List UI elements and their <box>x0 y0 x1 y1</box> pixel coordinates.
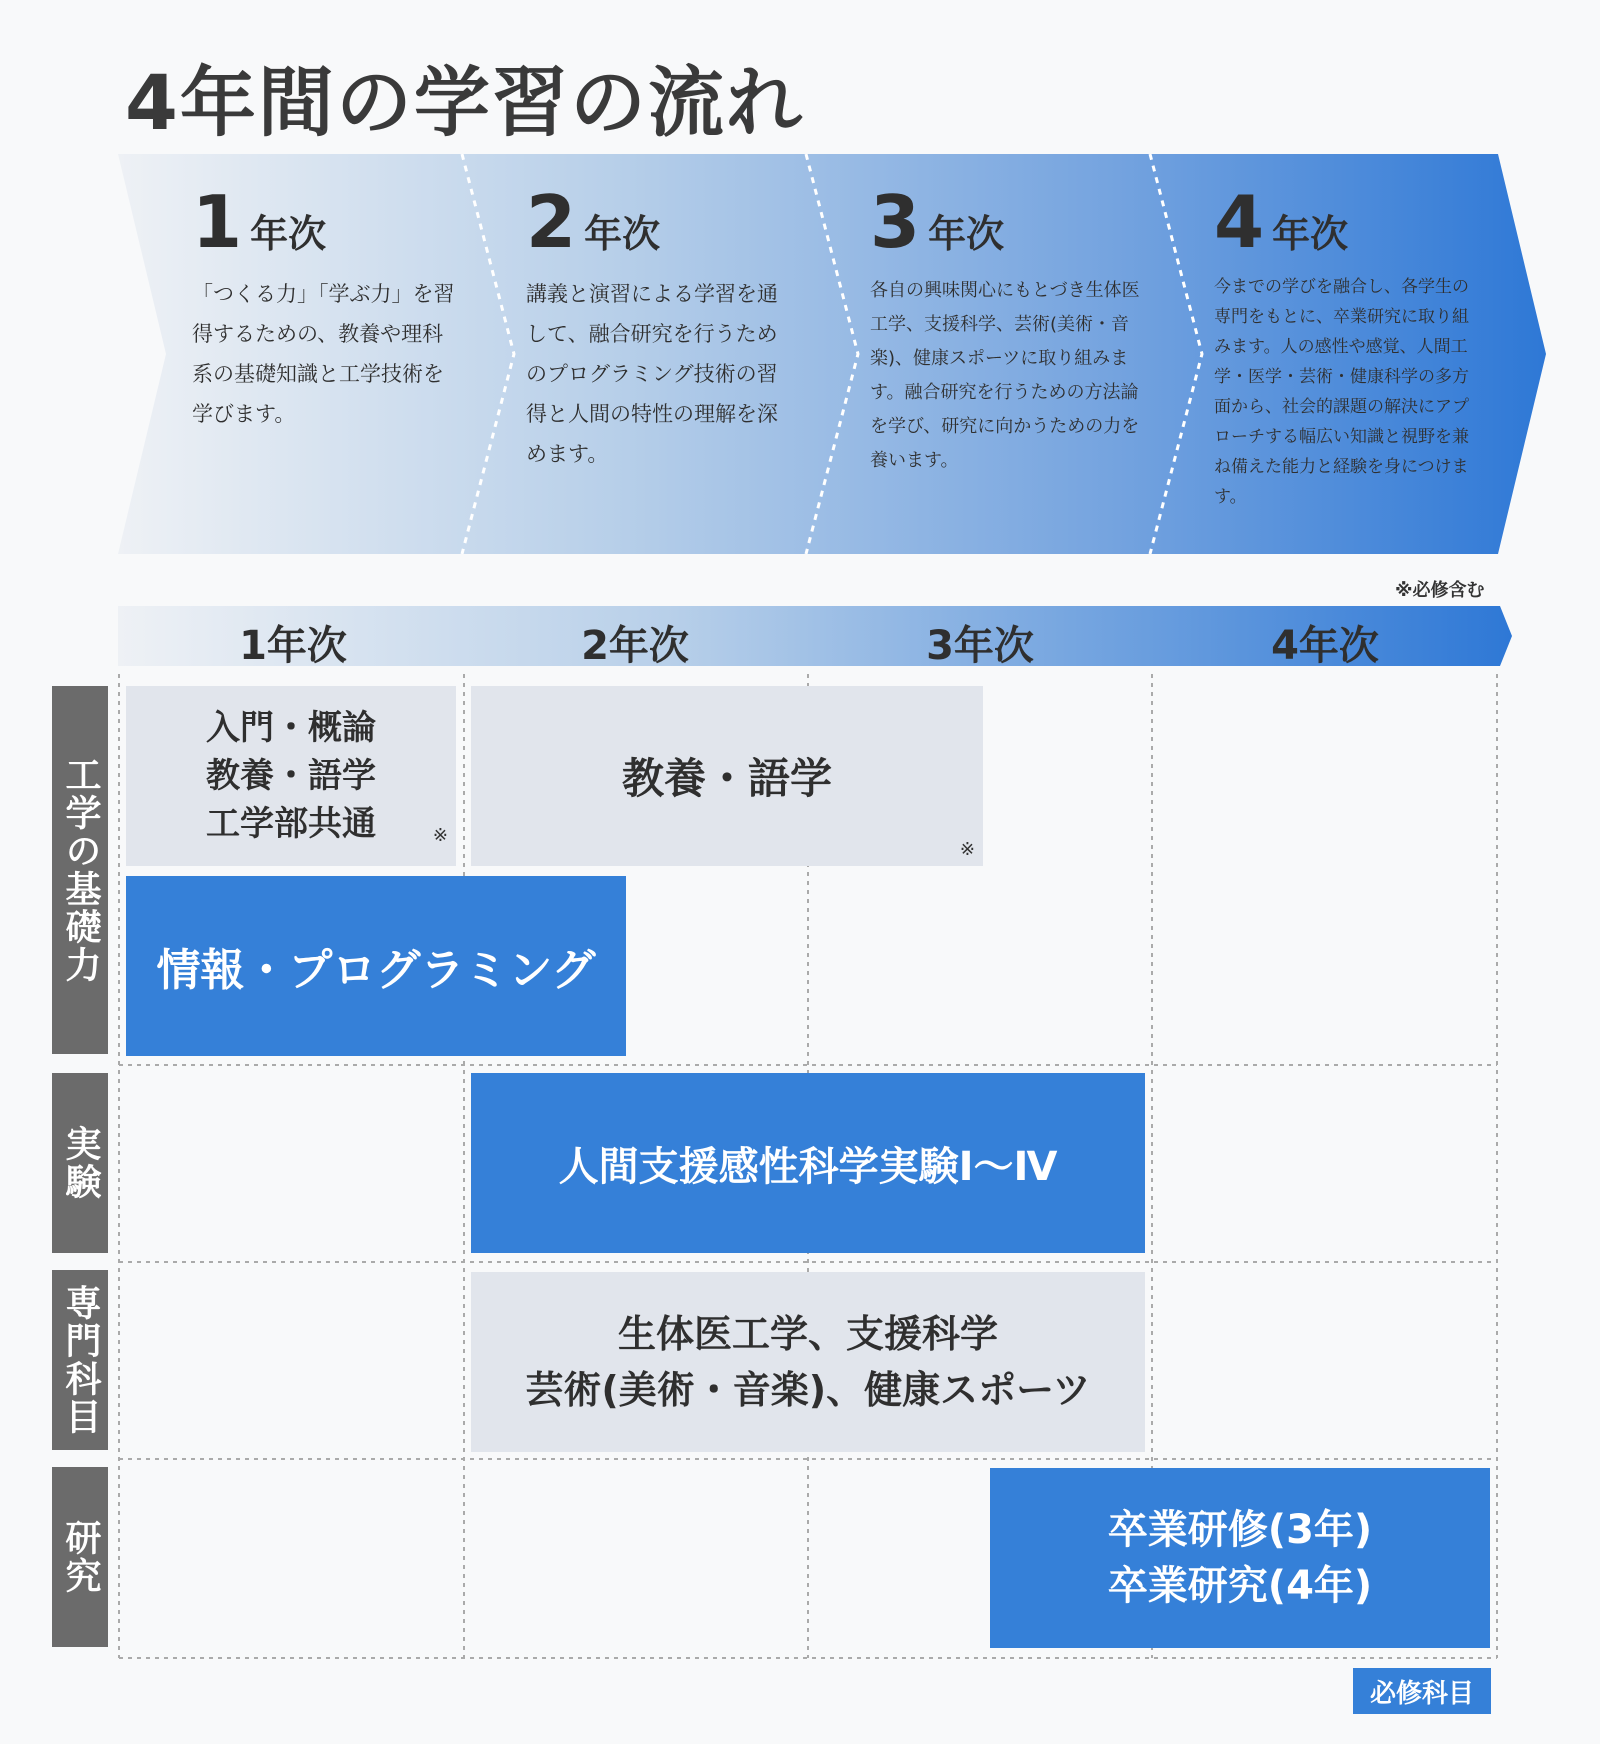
year-4-number: 4 <box>1214 180 1265 264</box>
research-line-2: 卒業研究(4年) <box>1107 1563 1373 1609</box>
year-1-section <box>192 154 492 554</box>
year-4-section <box>1214 154 1514 554</box>
year-2-heading <box>526 180 660 264</box>
year-1-number: 1 <box>192 180 243 264</box>
year-3-section <box>870 154 1170 554</box>
row-label-experiment: 実験 <box>52 1073 108 1253</box>
intro-asterisk: ※ <box>432 825 448 846</box>
experiment-label: 人間支援感性科学実験Ⅰ～Ⅳ <box>558 1143 1058 1190</box>
intro-liberal-block <box>126 686 456 866</box>
research-line-1: 卒業研修(3年) <box>1107 1507 1373 1553</box>
intro-line-2: 教養・語学 <box>206 756 376 796</box>
intro-line-1: 入門・概論 <box>206 708 376 748</box>
specialty-line-1: 生体医工学、支援科学 <box>617 1312 998 1356</box>
row-label-research: 研究 <box>52 1467 108 1647</box>
row-label-specialty: 専門科目 <box>52 1270 108 1450</box>
liberal-label: 教養・語学 <box>621 754 832 803</box>
timeline-year-3: 3年次 <box>926 623 1034 669</box>
year-1-suffix: 年次 <box>250 212 327 256</box>
year-2-section <box>526 154 826 554</box>
year-4-heading <box>1214 180 1348 264</box>
year-2-suffix: 年次 <box>584 212 661 256</box>
timeline-year-1: 1年次 <box>239 623 347 669</box>
year-4-suffix: 年次 <box>1272 212 1349 256</box>
year-3-suffix: 年次 <box>928 212 1005 256</box>
year-3-number: 3 <box>870 180 921 264</box>
experiment-block <box>471 1073 1145 1253</box>
year-3-heading <box>870 180 1004 264</box>
year-3-description: 各自の興味関心にもとづき生体医工学、支援科学、芸術(美術・音楽)、健康スポーツに取り組みます。融合研究を行うための方法論を学び、研究に向かうための力を養います。 <box>870 280 1140 471</box>
intro-line-3: 工学部共通 <box>206 804 376 844</box>
year-2-description: 講義と演習による学習を通して、融合研究を行うためのプログラミング技術の習得と人間の特性の理解を深めます。 <box>526 282 778 466</box>
required-note: ※必修含む <box>1395 580 1485 601</box>
info-programming-block <box>126 876 626 1056</box>
research-block <box>990 1468 1490 1648</box>
info-label: 情報・プログラミング <box>156 945 596 996</box>
year-1-heading <box>192 180 326 264</box>
row-label-engineering-basics: 工学の基礎力 <box>52 686 108 1054</box>
liberal-language-block <box>471 686 983 866</box>
specialty-block <box>471 1272 1145 1452</box>
year-2-number: 2 <box>526 180 577 264</box>
liberal-asterisk: ※ <box>959 839 975 860</box>
year-arrow-band <box>118 154 1550 554</box>
timeline-year-4: 4年次 <box>1271 623 1379 669</box>
timeline-year-2: 2年次 <box>581 623 689 669</box>
specialty-line-2: 芸術(美術・音楽)、健康スポーツ <box>525 1368 1091 1412</box>
year-4-description: 今までの学びを融合し、各学生の専門をもとに、卒業研究に取り組みます。人の感性や感覚、人間工学・医学・芸術・健康科学の多方面から、社会的課題の解決にアプローチする幅広い知識と視野を兼ね備えた能力と経験を身につけます。 <box>1214 277 1469 507</box>
legend-required-subject: 必修科目 <box>1353 1668 1491 1714</box>
page-title: 4年間の学習の流れ <box>125 58 804 147</box>
timeline-header <box>118 606 1512 669</box>
year-1-description: 「つくる力」「学ぶ力」を習得するための、教養や理科系の基礎知識と工学技術を学びます。 <box>192 282 455 426</box>
